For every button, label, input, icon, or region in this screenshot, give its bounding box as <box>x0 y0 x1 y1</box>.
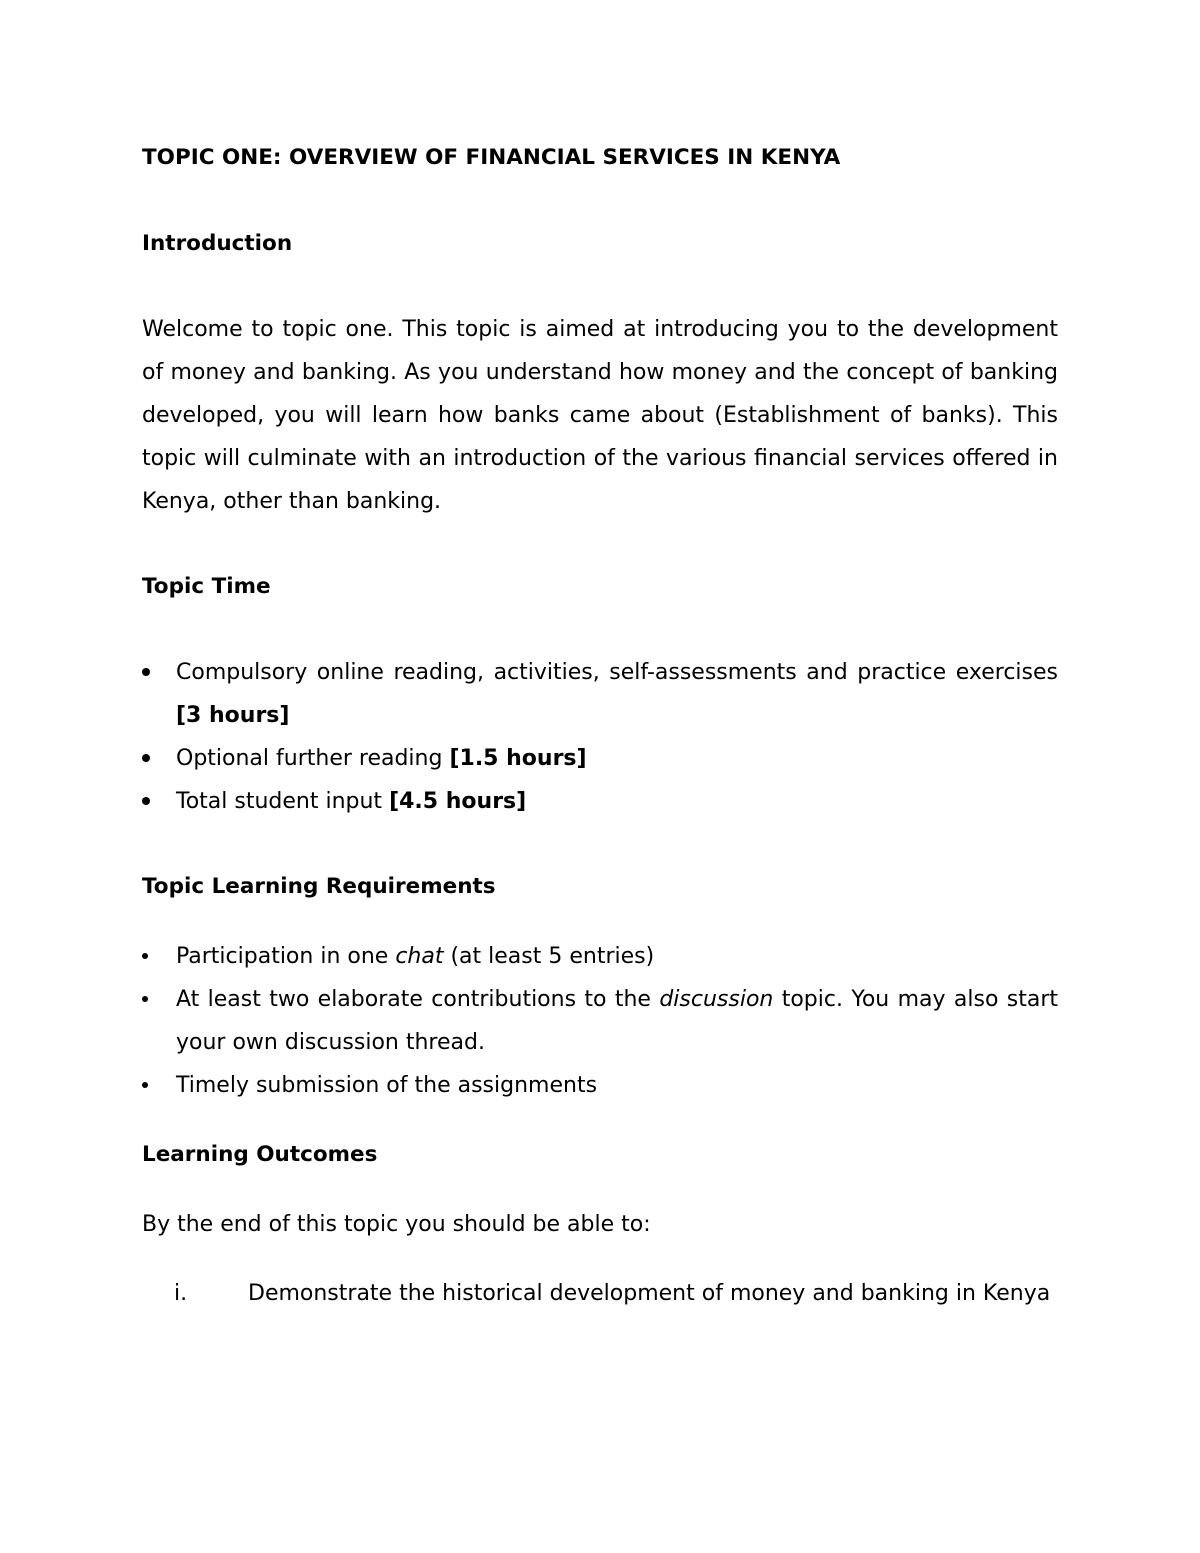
bullet-icon <box>142 668 150 676</box>
list-item <box>142 737 1058 780</box>
topic-time-heading: Topic Time <box>142 574 271 599</box>
bullet-icon <box>142 996 148 1002</box>
list-item-text: Optional further reading <box>176 746 450 771</box>
list-item-value: [3 hours] <box>176 703 290 728</box>
bullet-icon <box>142 754 150 762</box>
bullet-icon <box>142 1082 148 1088</box>
learning-requirements-list <box>142 935 1058 1107</box>
list-item <box>142 978 1058 1064</box>
list-item <box>142 935 1058 978</box>
list-item-text: Participation in one <box>176 944 396 969</box>
document-content <box>142 136 1058 1315</box>
list-item-text: At least two elaborate contributions to the <box>176 987 660 1012</box>
list-item <box>142 1064 1058 1107</box>
list-item <box>142 1272 1058 1315</box>
list-item-text: (at least 5 entries) <box>443 944 655 969</box>
list-item-value: [4.5 hours] <box>389 789 527 814</box>
list-item-number: i. <box>174 1281 188 1306</box>
learning-requirements-heading: Topic Learning Requirements <box>142 874 496 899</box>
bullet-icon <box>142 797 150 805</box>
list-item-text: Total student input <box>176 789 390 814</box>
list-item-value: [1.5 hours] <box>449 746 587 771</box>
list-item <box>142 651 1058 737</box>
learning-outcomes-list <box>142 1272 1058 1315</box>
introduction-heading: Introduction <box>142 231 293 256</box>
discussion-emphasis: discussion <box>659 987 774 1012</box>
list-item-text: Compulsory online reading, activities, self-assessments and practice exercises <box>176 660 1058 685</box>
learning-outcomes-lead: By the end of this topic you should be able to: <box>142 1212 651 1237</box>
learning-outcomes-heading: Learning Outcomes <box>142 1142 378 1167</box>
list-item-text: topic. You may also start your own discussion thread. <box>176 987 1059 1055</box>
list-item-text: Timely submission of the assignments <box>176 1073 598 1098</box>
introduction-paragraph: Welcome to topic one. This topic is aimed at introducing you to the development of money and banking. As you understand how money and the concept of banking developed, you will learn how banks came about (Establishment of banks). This topic will culminate with an introduction of the various financial services offered in Kenya, other than banking. <box>142 317 1058 514</box>
topic-time-list <box>142 651 1058 823</box>
list-item-text: Demonstrate the historical development of money and banking in Kenya <box>248 1281 1051 1306</box>
bullet-icon <box>142 953 148 959</box>
document-title: TOPIC ONE: OVERVIEW OF FINANCIAL SERVICES IN KENYA <box>142 145 841 170</box>
chat-emphasis: chat <box>395 944 444 969</box>
list-item <box>142 780 1058 823</box>
